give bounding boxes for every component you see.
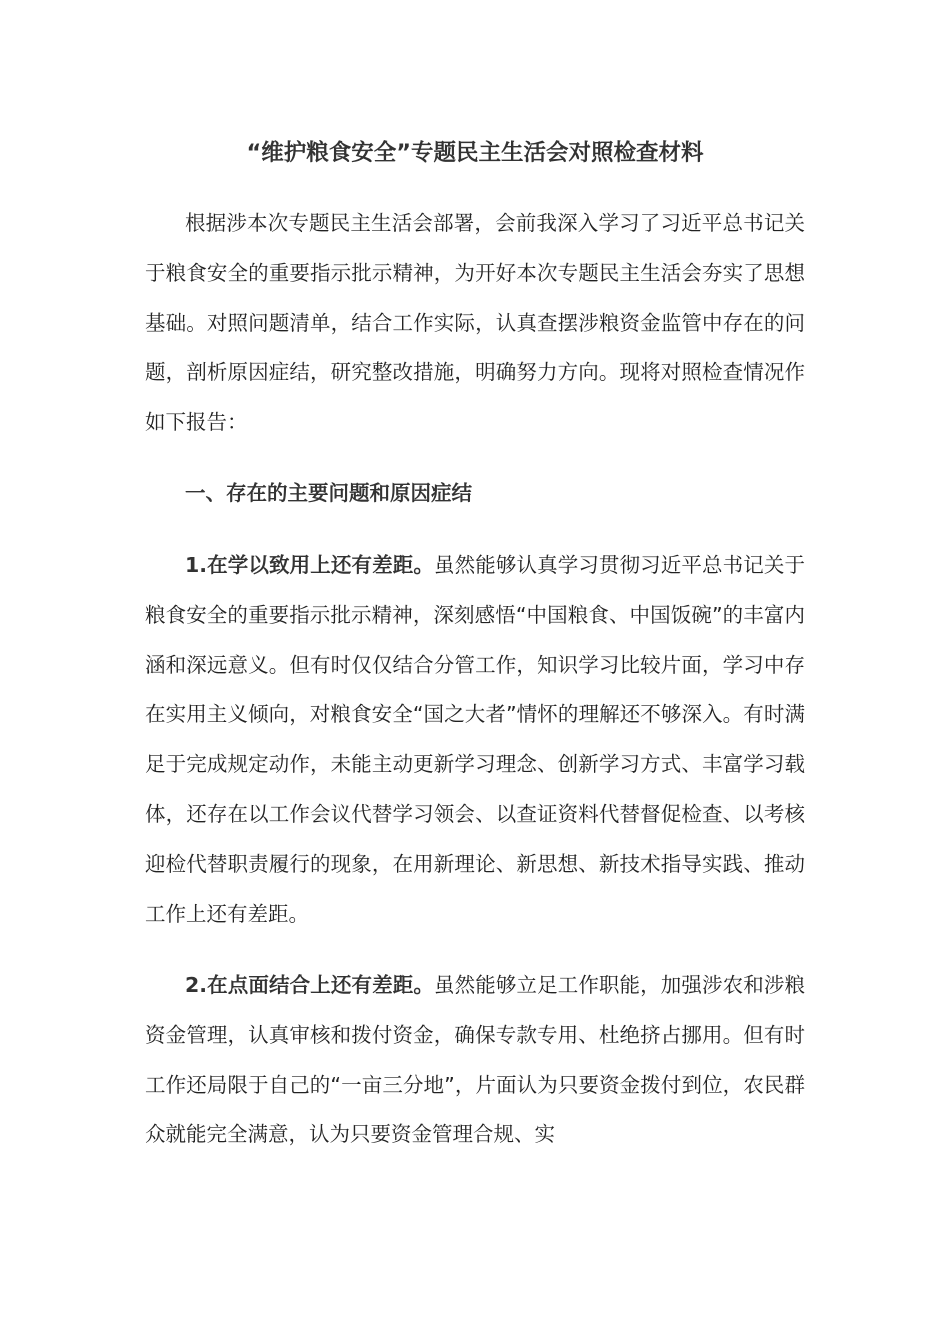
- item-paragraph-1: [145, 541, 805, 939]
- section-heading-1: 一、存在的主要问题和原因症结: [185, 481, 472, 505]
- item-2-lead: 2.在点面结合上还有差距。: [185, 973, 434, 997]
- item-2-body: 虽然能够立足工作职能，加强涉农和涉粮资金管理，认真审核和拨付资金，确保专款专用、杜绝挤占挪用。但有时工作还局限于自己的“一亩三分地”，片面认为只要资金拨付到位，农民群众就能完全满意，认为只要资金管理合规、实: [145, 973, 805, 1147]
- intro-paragraph: 根据涉本次专题民主生活会部署，会前我深入学习了习近平总书记关于粮食安全的重要指示批示精神，为开好本次专题民主生活会夯实了思想基础。对照问题清单，结合工作实际，认真查摆涉粮资金监管中存在的问题，剖析原因症结，研究整改措施，明确努力方向。现将对照检查情况作如下报告：: [145, 211, 805, 435]
- document-title: “维护粮食安全”专题民主生活会对照检查材料: [246, 140, 704, 166]
- item-paragraph-2: [145, 961, 805, 1160]
- item-1-body: 虽然能够认真学习贯彻习近平总书记关于粮食安全的重要指示批示精神，深刻感悟“中国粮食、中国饭碗”的丰富内涵和深远意义。但有时仅仅结合分管工作，知识学习比较片面，学习中存在实用主义倾向，对粮食安全“国之大者”情怀的理解还不够深入。有时满足于完成规定动作，未能主动更新学习理念、创新学习方式、丰富学习载体，还存在以工作会议代替学习领会、以查证资料代替督促检查、以考核迎检代替职责履行的现象，在用新理论、新思想、新技术指导实践、推动工作上还有差距。: [145, 553, 805, 926]
- item-1-lead: 1.在学以致用上还有差距。: [185, 553, 434, 577]
